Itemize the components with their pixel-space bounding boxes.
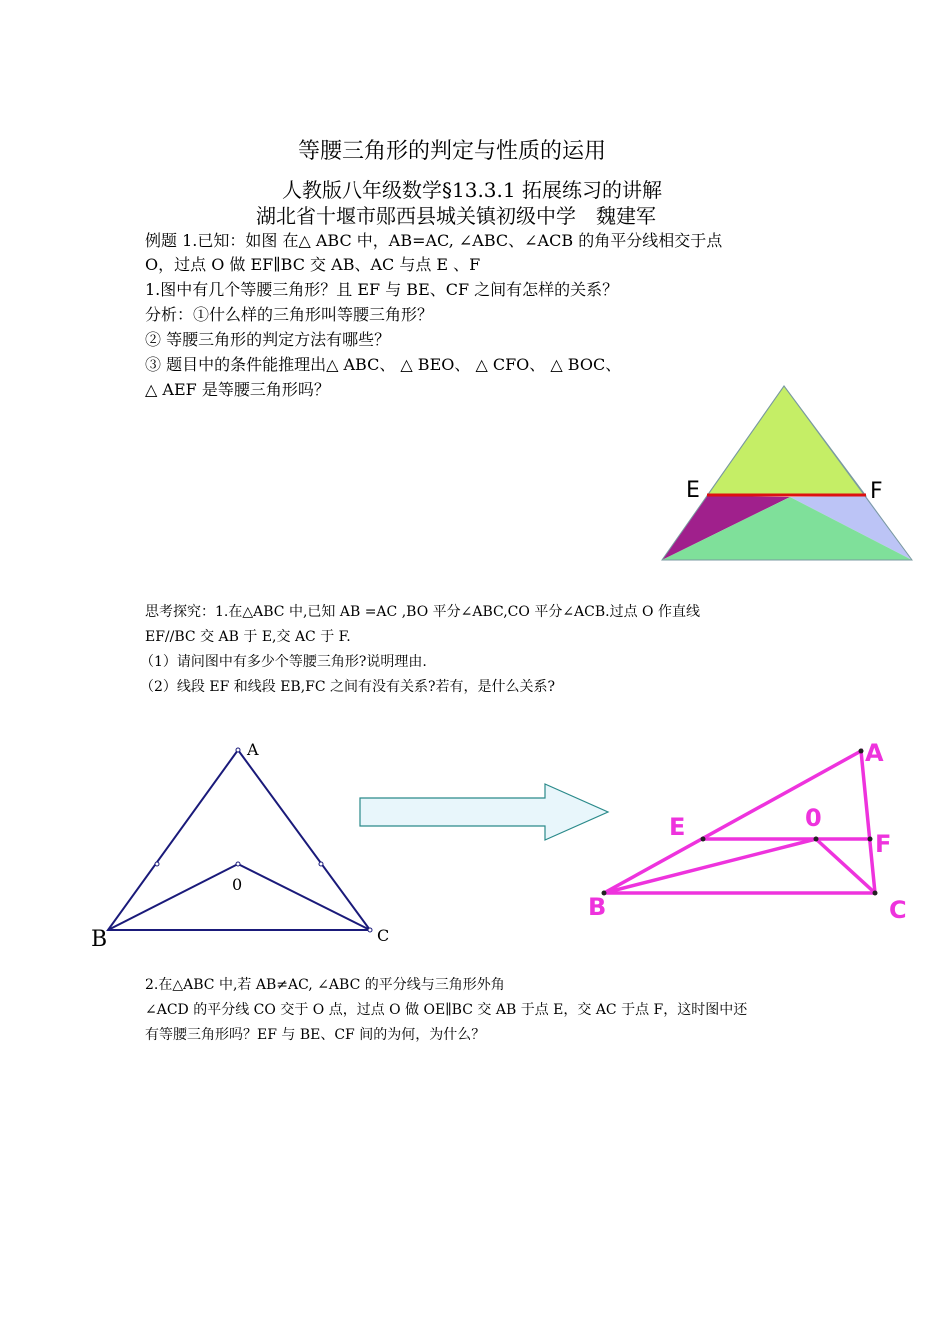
example-line-2: O，过点 O 做 EF∥BC 交 AB、AC 与点 E 、F xyxy=(145,255,481,274)
segment-bo-magenta xyxy=(604,839,816,893)
example-line-1: 例题 1.已知：如图 在△ ABC 中，AB=AC, ∠ABC、∠ACB 的角平分线相交于点 xyxy=(145,231,723,250)
label-c-magenta: C xyxy=(889,896,907,924)
q2-line-3: 有等腰三角形吗？EF 与 BE、CF 间的为何，为什么？ xyxy=(145,1027,486,1043)
q2-line-2: ∠ACD 的平分线 CO 交于 O 点，过点 O 做 OE∥BC 交 AB 于点 E，交 AC 于点 F，这时图中还 xyxy=(145,1002,748,1018)
q2-line-1: 2.在△ABC 中,若 AB≠AC, ∠ABC 的平分线与三角形外角 xyxy=(145,977,505,993)
point-c xyxy=(368,928,372,932)
triangle-top-region xyxy=(707,386,866,496)
label-f: F xyxy=(870,479,883,504)
figure-magenta-triangle xyxy=(580,735,930,935)
example-line-4: 分析：①什么样的三角形叫等腰三角形？ xyxy=(145,305,434,324)
label-a: A xyxy=(247,740,259,759)
example-line-6: ③ 题目中的条件能推理出△ ABC、 △ BEO、 △ CFO、 △ BOC、 xyxy=(145,355,622,374)
think-line-4: （2）线段 EF 和线段 EB,FC 之间有没有关系?若有，是什么关系? xyxy=(140,679,556,695)
segment-oc-magenta xyxy=(816,839,875,893)
arrow-right-icon xyxy=(355,780,615,844)
label-b: B xyxy=(91,927,108,952)
label-c: C xyxy=(377,926,390,945)
think-line-2: EF//BC 交 AB 于 E,交 AC 于 F. xyxy=(145,629,351,645)
example-line-5: ② 等腰三角形的判定方法有哪些？ xyxy=(145,330,391,349)
label-e-magenta: E xyxy=(669,813,686,841)
label-f-magenta: F xyxy=(875,830,892,858)
example-line-7: △ AEF 是等腰三角形吗？ xyxy=(145,380,330,399)
subtitle-author: 湖北省十堰市郧西县城关镇初级中学 魏建军 xyxy=(256,204,656,228)
label-e: E xyxy=(686,478,700,503)
subtitle-course: 人教版八年级数学§13.3.1 拓展练习的讲解 xyxy=(282,178,662,202)
label-o-magenta: 0 xyxy=(805,804,822,832)
label-a-magenta: A xyxy=(865,739,884,767)
example-line-3: 1.图中有几个等腰三角形？且 EF 与 BE、CF 之间有怎样的关系？ xyxy=(145,280,619,299)
triangle-abc-magenta xyxy=(604,751,875,893)
figure-navy-triangle xyxy=(85,735,405,955)
point-right-mid xyxy=(319,862,323,866)
triangle-abc xyxy=(108,750,370,930)
label-o: 0 xyxy=(232,875,243,894)
figure-colored-triangle xyxy=(650,380,930,580)
think-line-3: （1）请问图中有多少个等腰三角形?说明理由. xyxy=(140,654,427,670)
page-title: 等腰三角形的判定与性质的运用 xyxy=(298,139,607,164)
point-o xyxy=(236,862,240,866)
point-left-mid xyxy=(155,862,159,866)
think-line-1: 思考探究：1.在△ABC 中,已知 AB =AC ,BO 平分∠ABC,CO 平分∠ACB.过点 O 作直线 xyxy=(145,604,700,620)
segment-bo xyxy=(108,864,238,930)
point-a xyxy=(236,748,240,752)
segment-oc xyxy=(238,864,370,930)
label-b-magenta: B xyxy=(588,893,607,921)
